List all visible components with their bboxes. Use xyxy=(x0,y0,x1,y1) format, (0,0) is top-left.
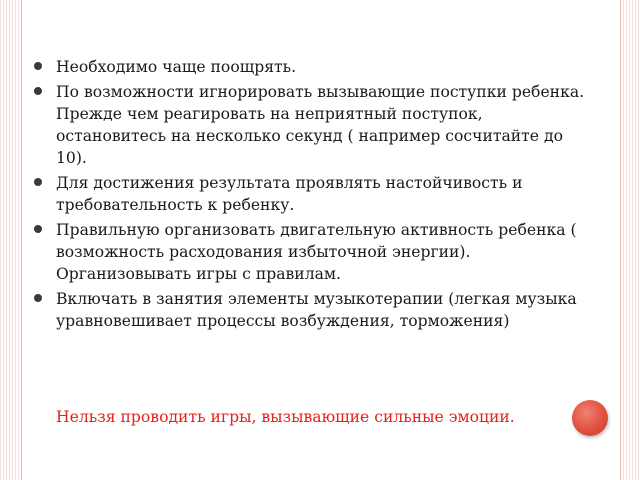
bullet-item xyxy=(34,172,594,216)
bullet-icon xyxy=(34,225,42,233)
bullet-item xyxy=(34,288,594,332)
bullet-item xyxy=(34,81,594,169)
bullet-text: Включать в занятия элементы музыкотерапии (легкая музыка уравновешивает процессы возбуждения, торможения) xyxy=(56,290,577,330)
bullet-icon xyxy=(34,294,42,302)
bullet-icon xyxy=(34,178,42,186)
left-stripe-border xyxy=(0,0,20,480)
bullet-item xyxy=(34,56,594,78)
left-border-line xyxy=(21,0,22,480)
right-stripe-border xyxy=(620,0,640,480)
bullet-text: Для достижения результата проявлять настойчивость и требовательность к ребенку. xyxy=(56,174,523,214)
bullet-icon xyxy=(34,87,42,95)
bullet-text: Правильную организовать двигательную активность ребенка ( возможность расходования избыточной энергии). Организовывать игры с правилам. xyxy=(56,221,577,283)
bullet-text: Необходимо чаще поощрять. xyxy=(56,58,297,76)
bullet-list xyxy=(34,56,594,332)
right-border-line xyxy=(620,0,621,480)
warning-text: Нельзя проводить игры, вызывающие сильные эмоции. xyxy=(56,408,515,426)
bullet-icon xyxy=(34,62,42,70)
bullet-text: По возможности игнорировать вызывающие поступки ребенка. Прежде чем реагировать на неприятный поступок, остановитесь на несколько секунд ( например сосчитайте до 10). xyxy=(56,83,585,167)
decorative-circle-icon xyxy=(572,400,608,436)
bullet-item xyxy=(34,219,594,285)
slide-content xyxy=(34,56,594,335)
